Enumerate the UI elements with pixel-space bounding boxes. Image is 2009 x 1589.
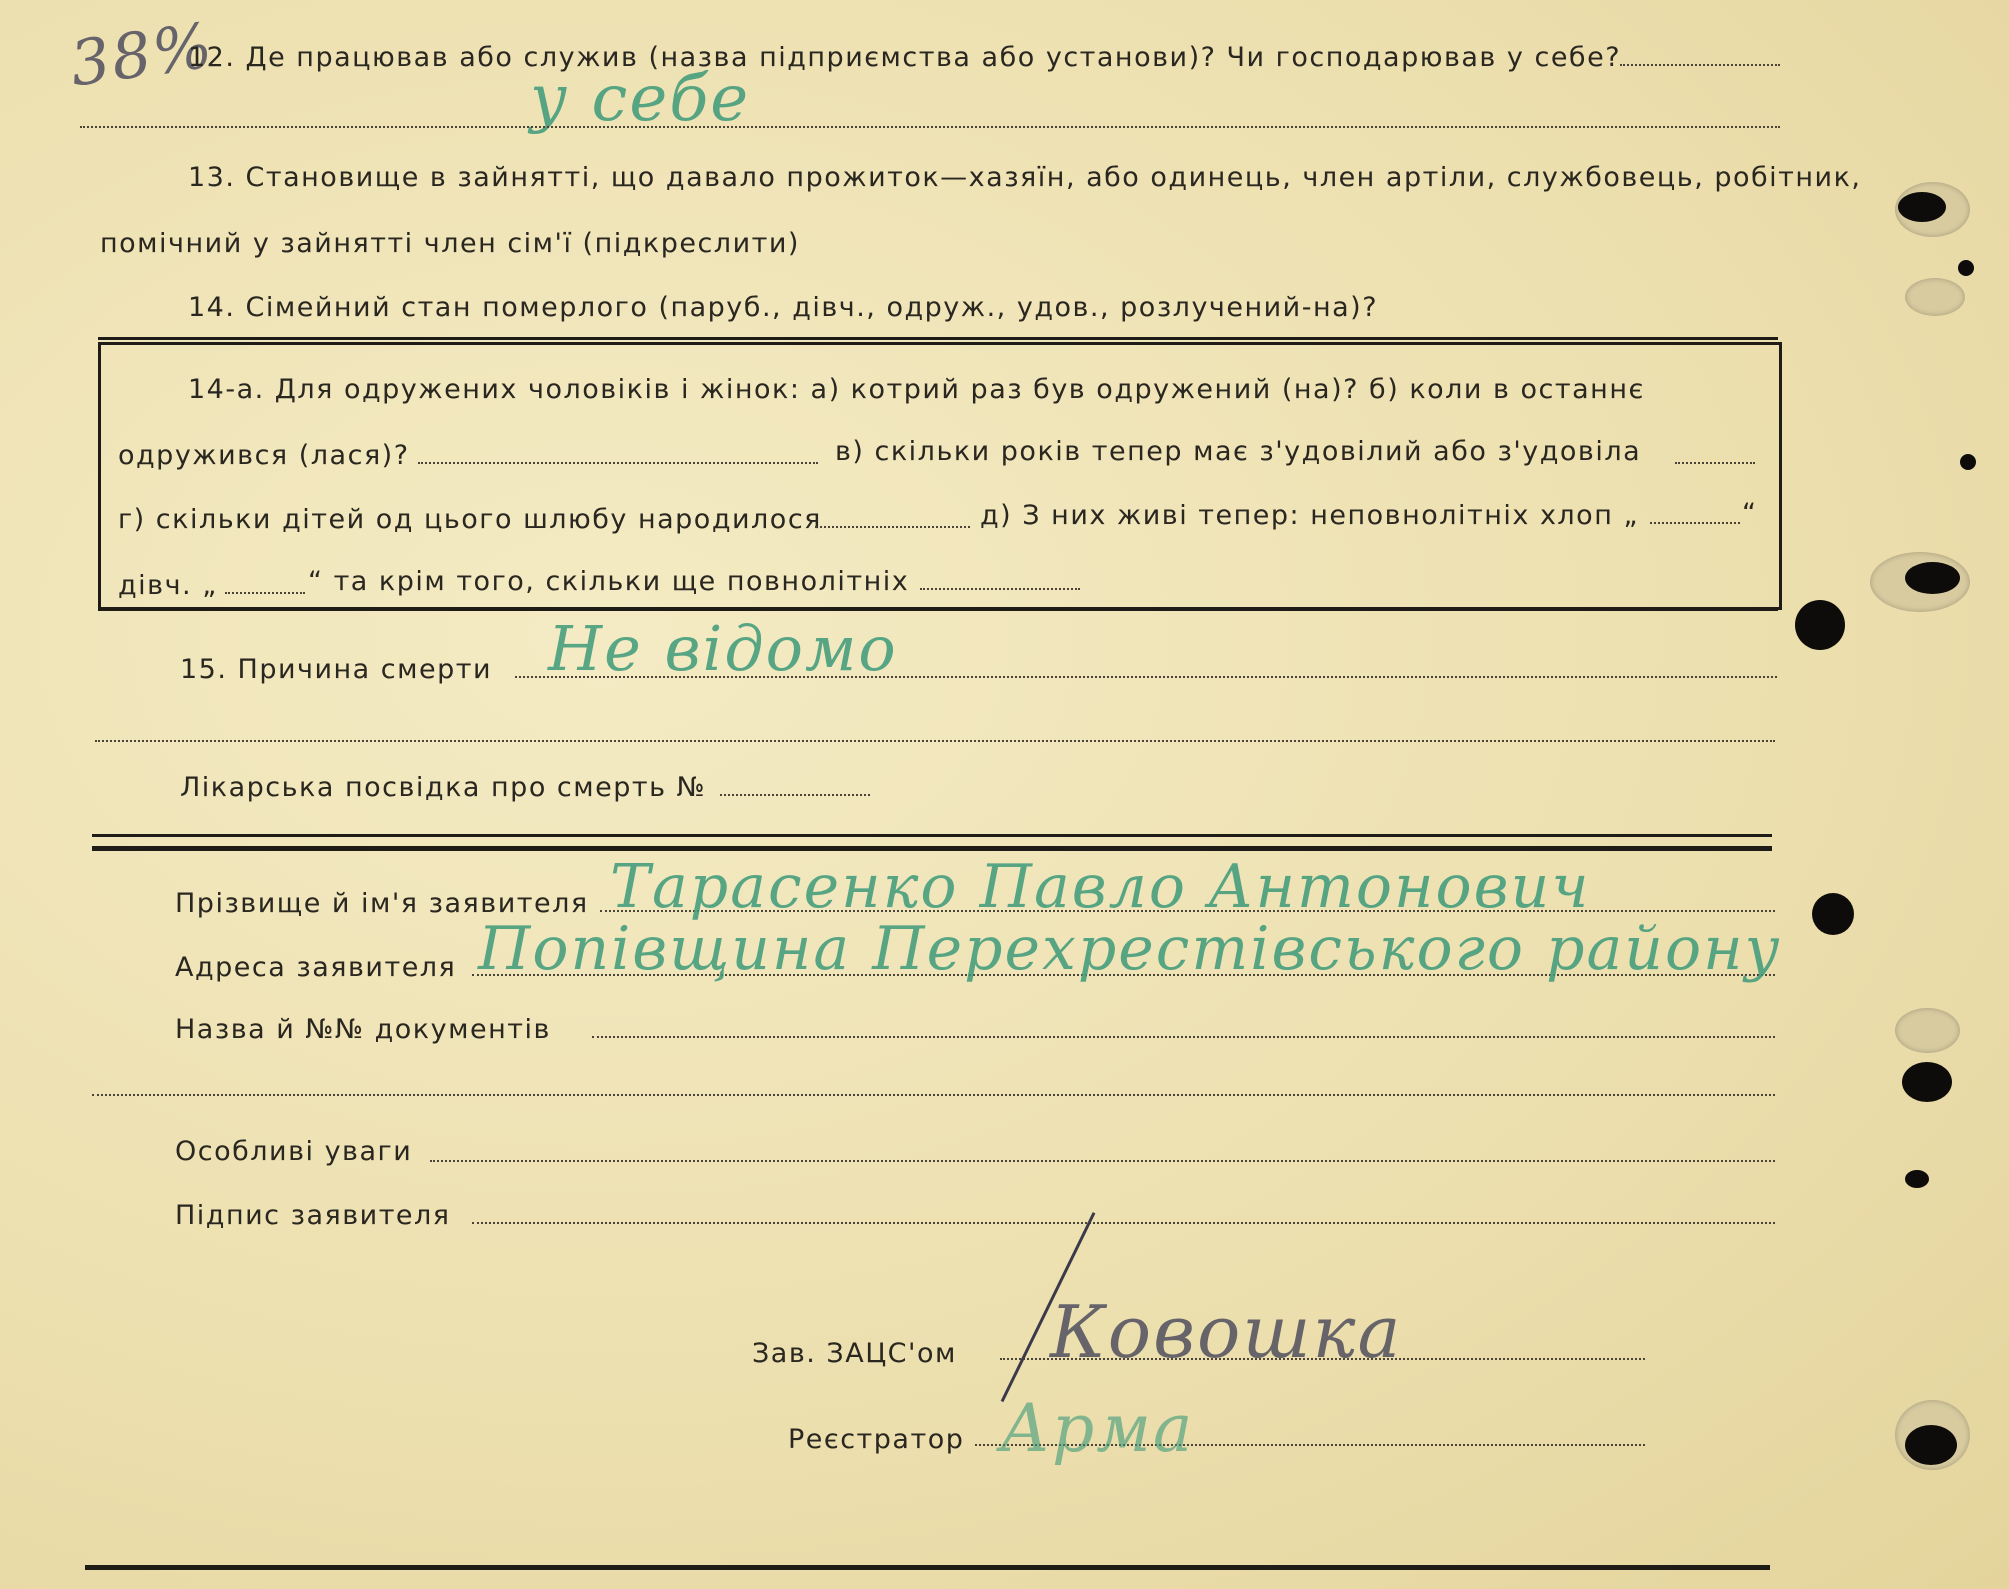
q13-line2: помічний у зайнятті член сім'ї (підкреслити) xyxy=(100,228,800,259)
q15-line-b xyxy=(95,740,1775,742)
applicant-notes-label: Особливі уваги xyxy=(175,1136,413,1167)
hole-8 xyxy=(1905,1170,1929,1188)
q14a-line3-fill xyxy=(815,526,970,528)
hole-6 xyxy=(1812,893,1854,935)
q14a-line2-fill xyxy=(418,462,818,464)
hole-2 xyxy=(1958,260,1974,276)
medical-label: Лікарська посвідка про смерть № xyxy=(180,772,707,803)
q14a-line4a: дівч. „ xyxy=(118,570,218,601)
hole-4 xyxy=(1905,562,1960,594)
q14a-line3-end xyxy=(1650,522,1740,524)
hole-1 xyxy=(1898,192,1946,222)
bottom-rule xyxy=(85,1565,1770,1570)
registrar-signature: Арма xyxy=(1000,1390,1195,1467)
q14a-line2-end xyxy=(1675,462,1755,464)
q15-label: 15. Причина смерти xyxy=(180,654,493,685)
hole-5 xyxy=(1795,600,1845,650)
q12-line-a xyxy=(1620,64,1780,66)
q14a-line4-fill xyxy=(225,592,305,594)
section-rule-top xyxy=(92,834,1772,837)
q12-label: 12. Де працював або служив (назва підприємства або установи)? Чи господарював у себе? xyxy=(188,42,1622,73)
q12-answer: у себе xyxy=(530,62,751,136)
q15-answer: Не відомо xyxy=(548,612,898,685)
applicant-docs-line-2 xyxy=(92,1094,1775,1096)
applicant-docs-line xyxy=(592,1036,1775,1038)
head-signature: Ковошка xyxy=(1050,1290,1403,1374)
q14a-line2a: одружився (лася)? xyxy=(118,440,410,471)
tear-4 xyxy=(1895,1008,1960,1053)
margin-note: 38% xyxy=(65,8,219,101)
q14a-line4b: “ та крім того, скільки ще повнолітніх xyxy=(308,566,910,597)
applicant-signature-label: Підпис заявителя xyxy=(175,1200,451,1231)
section-rule-bottom xyxy=(92,846,1772,851)
medical-line xyxy=(720,794,870,796)
head-label: Зав. ЗАЦС'ом xyxy=(752,1338,957,1369)
applicant-notes-line xyxy=(430,1160,1775,1162)
applicant-docs-label: Назва й №№ документів xyxy=(175,1014,551,1045)
hole-3 xyxy=(1960,454,1976,470)
q14a-line3c: “ xyxy=(1742,498,1758,529)
q14a-top-rule xyxy=(98,337,1778,340)
q14a-bottom-rule xyxy=(98,608,1778,611)
applicant-name-value: Тарасенко Павло Антонович xyxy=(610,852,1591,922)
q13-line1: 13. Становище в зайнятті, що давало прожиток—хазяїн, або одинець, член артіли, службовець, робітник, xyxy=(188,162,1862,193)
q14a-line3b: д) З них живі тепер: неповнолітніх хлоп „ xyxy=(980,500,1639,531)
applicant-name-label: Прізвище й ім'я заявителя xyxy=(175,888,589,919)
q14a-line1: 14-а. Для одружених чоловіків і жінок: а) котрий раз був одружений (на)? б) коли в останнє xyxy=(188,374,1645,405)
applicant-signature-line xyxy=(472,1222,1775,1224)
applicant-address-label: Адреса заявителя xyxy=(175,952,457,983)
q14a-line2b: в) скільки років тепер має з'удовілий або з'удовіла xyxy=(835,436,1642,467)
q12-line-b xyxy=(80,126,1780,128)
registrar-label: Реєстратор xyxy=(788,1424,965,1455)
tear-2 xyxy=(1905,278,1965,316)
applicant-address-value: Попівщина Перехрестівського району xyxy=(478,914,1782,984)
q14a-line4-end xyxy=(920,588,1080,590)
q14a-line3a: г) скільки дітей од цього шлюбу народилося xyxy=(118,504,822,535)
hole-9 xyxy=(1905,1425,1957,1465)
hole-7 xyxy=(1902,1062,1952,1102)
q14-label: 14. Сімейний стан померлого (паруб., дівч., одруж., удов., розлучений-на)? xyxy=(188,292,1379,323)
